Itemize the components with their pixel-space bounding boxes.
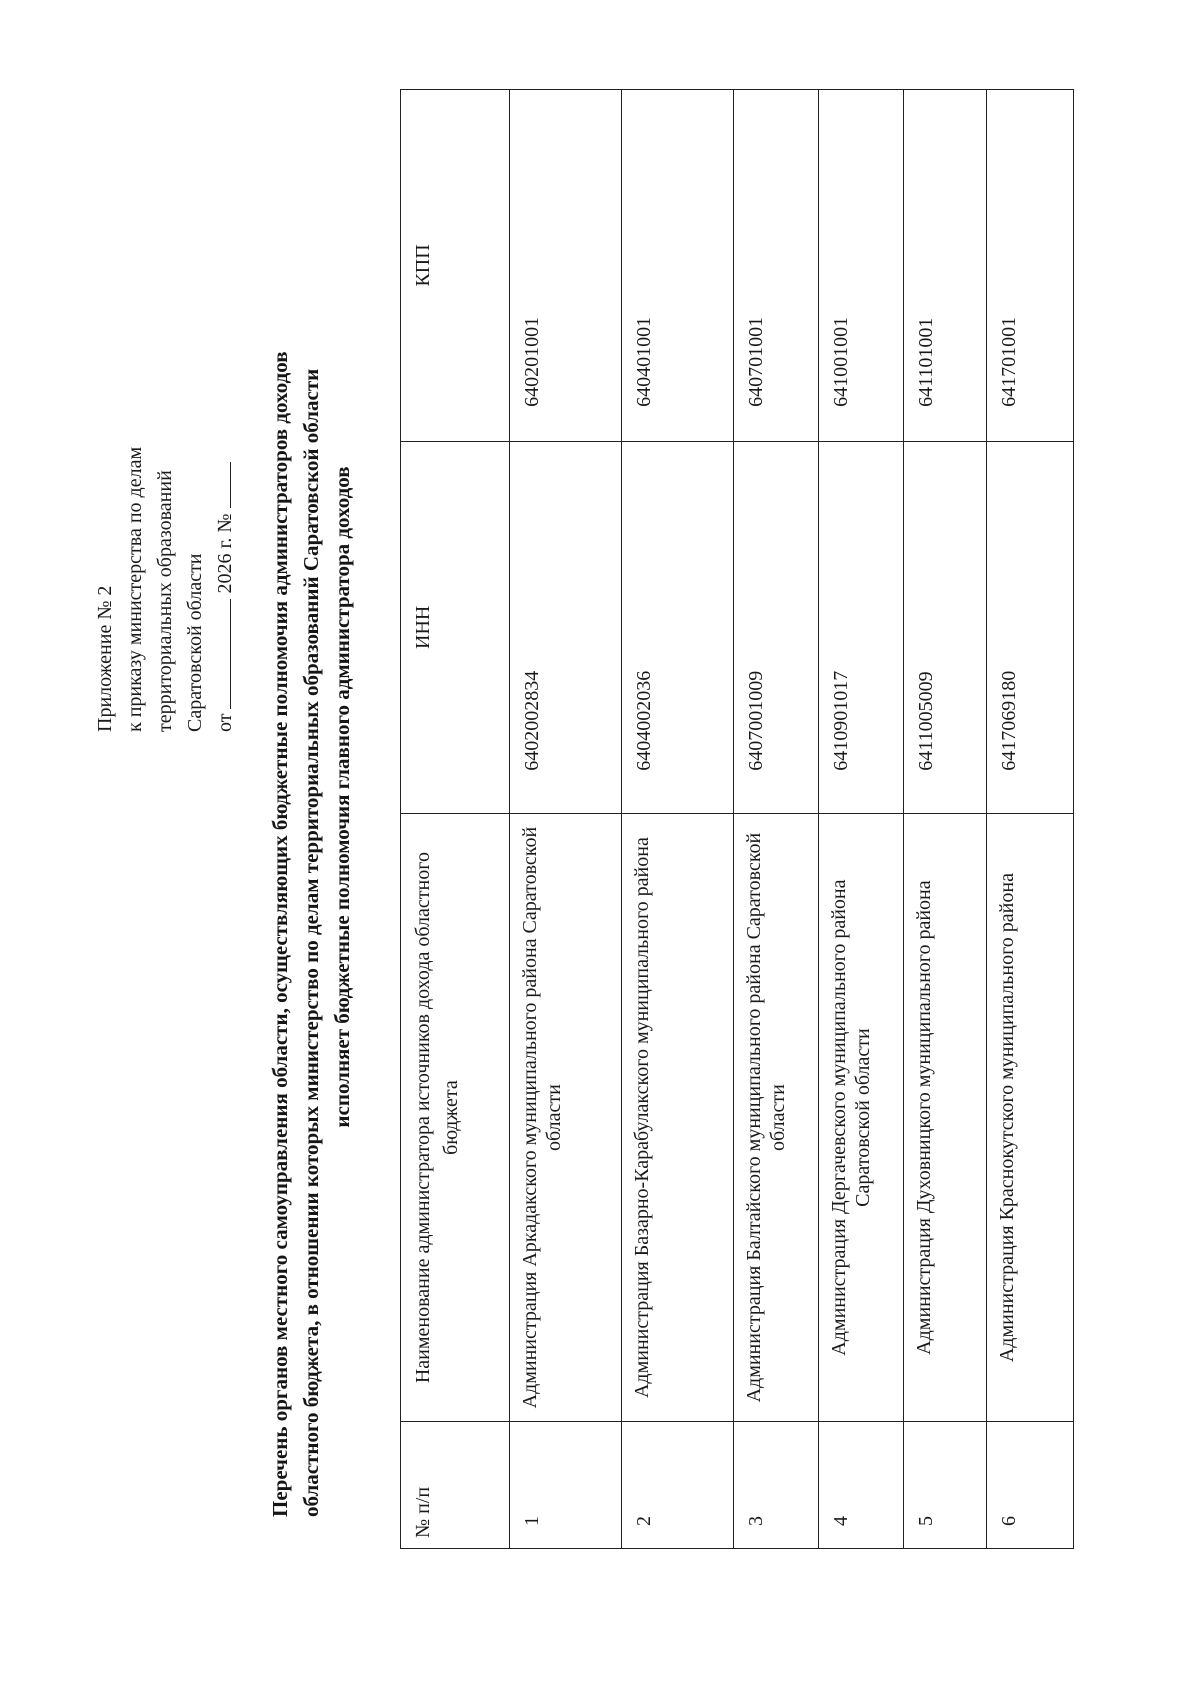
cell-inn: 6402002834 [510,441,622,813]
date-year: 2026 г. № [214,513,236,594]
title-line-2: областного бюджета, в отношении которых министерство по делам территориальных образований Саратовской области [299,368,323,1517]
header-name: Наименование администратора источников дохода областного бюджета [401,813,510,1422]
appendix-order-ref: к приказу министерства по делам [124,446,146,732]
table-row [819,90,904,1549]
cell-num: 1 [510,1422,622,1549]
cell-inn: 6417069180 [987,441,1074,813]
cell-kpp: 640701001 [734,90,819,442]
cell-name: Администрация Краснокутского муниципального района [987,813,1074,1422]
document-title [265,77,358,1517]
title-line-1: Перечень органов местного самоуправления области, осуществляющих бюджетные полномочия администраторов доходов [268,351,292,1517]
cell-num: 5 [904,1422,987,1549]
table-row [622,90,734,1549]
cell-kpp: 641101001 [904,90,987,442]
appendix-date-line [210,447,240,732]
title-line-3: исполняет бюджетные полномочия главного администратора доходов [330,466,354,1128]
cell-inn: 6410901017 [819,441,904,813]
table-header-row [401,90,510,1549]
appendix-header [90,447,240,732]
table-row [510,90,622,1549]
cell-kpp: 640401001 [622,90,734,442]
appendix-region-line: Саратовской области [184,553,206,732]
number-blank [212,462,231,508]
header-kpp: КПП [401,90,510,442]
cell-name: Администрация Базарно-Карабулакского муниципального района [622,813,734,1422]
cell-inn: 6407001009 [734,441,819,813]
cell-name: Администрация Духовницкого муниципального района [904,813,987,1422]
cell-kpp: 640201001 [510,90,622,442]
cell-num: 4 [819,1422,904,1549]
date-prefix: от [214,713,236,732]
cell-kpp: 641001001 [819,90,904,442]
cell-num: 3 [734,1422,819,1549]
appendix-number: Приложение № 2 [94,585,116,732]
cell-name: Администрация Балтайского муниципального района Саратовской области [734,813,819,1422]
table-row [734,90,819,1549]
table-row [904,90,987,1549]
header-num: № п/п [401,1422,510,1549]
header-inn: ИНН [401,441,510,813]
cell-num: 2 [622,1422,734,1549]
date-blank [212,599,231,709]
cell-num: 6 [987,1422,1074,1549]
administrators-table [400,89,1074,1549]
cell-name: Администрация Аркадакского муниципального района Саратовской области [510,813,622,1422]
cell-inn: 6404002036 [622,441,734,813]
appendix-ministry-line: территориальных образований [154,470,176,732]
cell-name: Администрация Дергачевского муниципального района Саратовской области [819,813,904,1422]
cell-kpp: 641701001 [987,90,1074,442]
cell-inn: 6411005009 [904,441,987,813]
table-row [987,90,1074,1549]
